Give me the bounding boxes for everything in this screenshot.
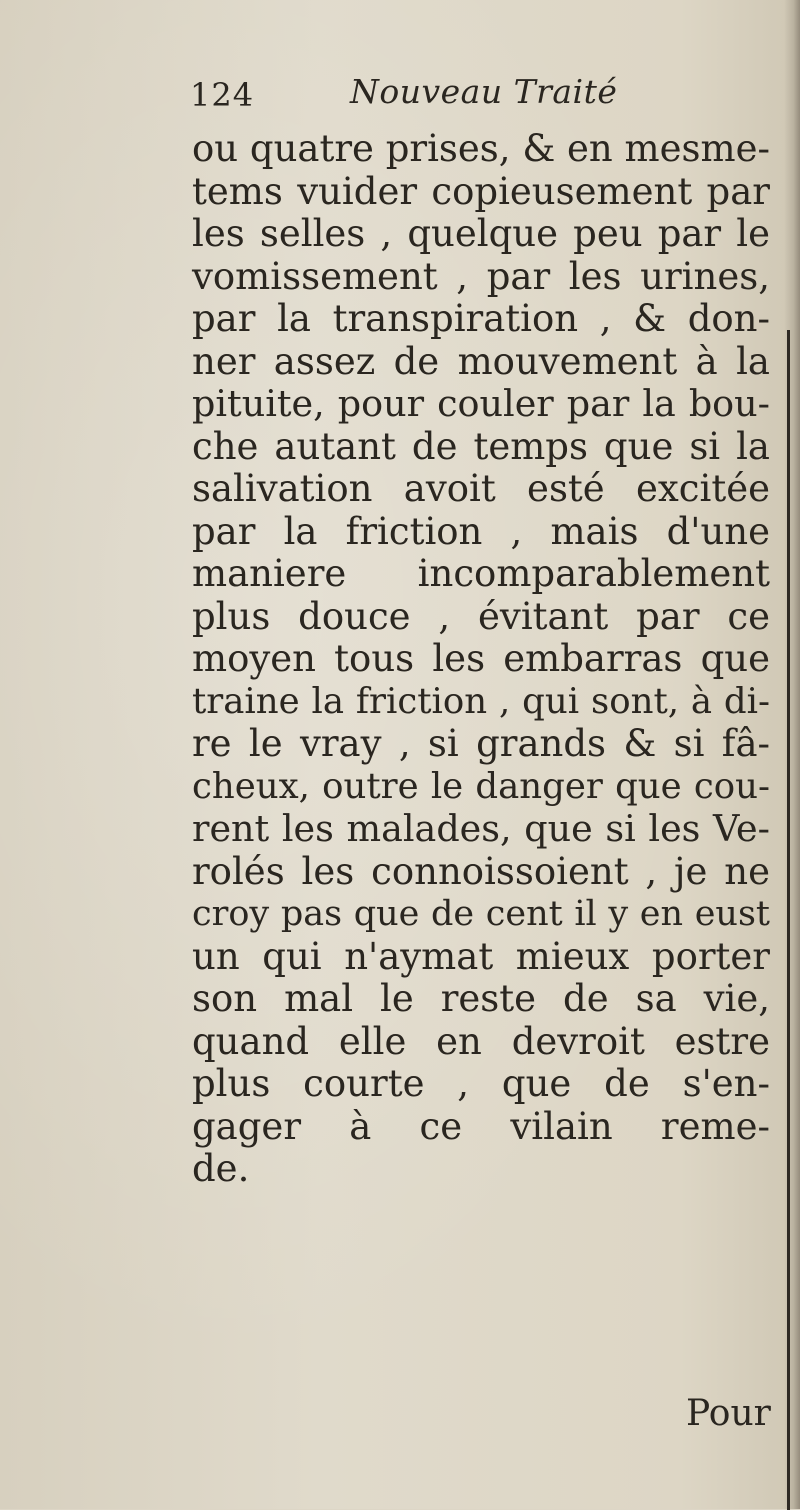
- text-line: rent les malades, que si les Ve-: [192, 807, 770, 850]
- body-text: [192, 128, 770, 1191]
- text-line: cheux, outre le danger que cou-: [192, 765, 770, 807]
- text-line: par la transpiration , & don-: [192, 297, 770, 340]
- adjacent-page-edge: [787, 330, 790, 1510]
- text-line: che autant de temps que si la: [192, 424, 770, 468]
- text-line: de.: [192, 1147, 250, 1190]
- text-line: quand elle en devroit estre: [192, 1019, 770, 1063]
- text-line: plus courte , que de s'en-: [192, 1062, 770, 1105]
- page-number: 124: [190, 76, 255, 114]
- running-title: Nouveau Traité: [350, 72, 618, 111]
- text-line: maniere incomparablement: [192, 552, 770, 595]
- text-line: un qui n'aymat mieux porter: [192, 934, 770, 978]
- text-line: re le vray , si grands & si fâ-: [192, 722, 770, 765]
- running-head: [190, 70, 710, 120]
- text-line: plus douce , évitant par ce: [192, 594, 770, 638]
- text-line: salivation avoit esté excitée: [192, 467, 770, 510]
- catchword: Pour: [686, 1393, 771, 1434]
- text-line: gager à ce vilain reme-: [192, 1104, 770, 1148]
- text-line: par la friction , mais d'une: [192, 509, 770, 553]
- text-line: ou quatre prises, & en mesme-: [192, 127, 770, 170]
- text-line: croy pas que de cent il y en eust: [192, 894, 770, 934]
- text-line: traine la friction , qui sont, à di-: [192, 680, 770, 722]
- text-line: tems vuider copieusement par: [192, 169, 770, 213]
- text-line: pituite, pour couler par la bou-: [192, 382, 770, 425]
- text-line: rolés les connoissoient , je ne: [192, 849, 770, 893]
- text-line: les selles , quelque peu par le: [192, 212, 770, 255]
- text-line: ner assez de mouvement à la: [192, 339, 770, 383]
- text-line: moyen tous les embarras que: [192, 637, 770, 680]
- text-line: son mal le reste de sa vie,: [192, 977, 770, 1020]
- text-line: vomissement , par les urines,: [192, 254, 770, 298]
